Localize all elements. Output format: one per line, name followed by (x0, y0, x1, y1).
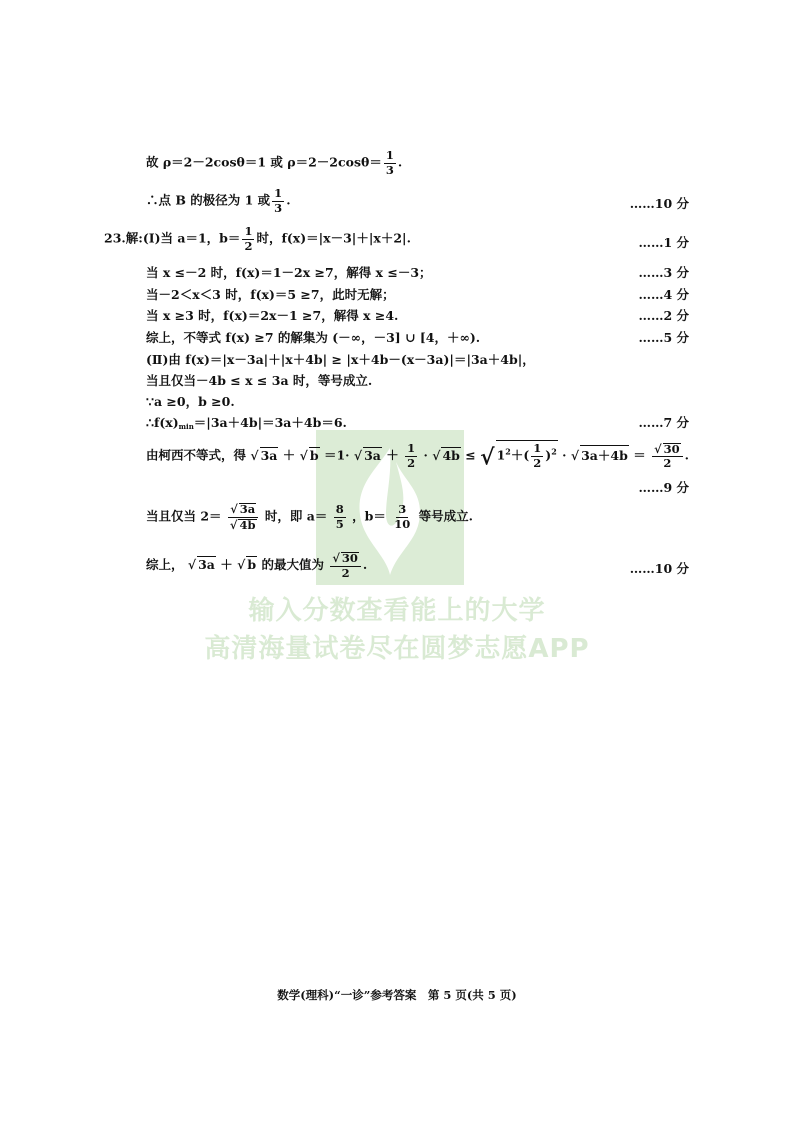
rho-text: 故 ρ＝2－2cosθ＝1 或 ρ＝2－2cosθ＝ (146, 154, 382, 170)
fraction-one-half (242, 226, 254, 252)
question-23-line (104, 226, 411, 252)
score-label: ……7 分 (638, 415, 689, 430)
radicand: 3a (260, 447, 278, 463)
function-definition: 时，f(x)＝|x－3|＋|x＋2|. (256, 230, 411, 246)
fraction-one-third (272, 188, 284, 214)
sqrt-icon (354, 448, 362, 463)
score-label: ……1 分 (638, 235, 689, 250)
superscript: 2 (551, 446, 557, 457)
dot: · (423, 447, 428, 463)
radicand: 3a (239, 502, 256, 516)
radicand: 3a (198, 557, 215, 572)
watermark-text-1: 输入分数查看能上的大学 (248, 596, 546, 626)
sqrt-icon (571, 448, 579, 463)
fraction-denominator: 2 (533, 455, 542, 470)
equals: ＝1· (323, 447, 350, 463)
page-footer: 数学(理科)“一诊”参考答案 第 5 页(共 5 页) (277, 988, 517, 1002)
fraction-sqrt30-over-2 (652, 443, 683, 470)
fraction-3-10 (392, 504, 412, 530)
fraction-denominator: 10 (394, 516, 411, 531)
text-line-polar-radius (146, 188, 291, 214)
dot: · (562, 447, 567, 463)
fraction-one-half (405, 443, 417, 469)
equality-mid: 时，即 a＝ (264, 508, 328, 524)
fraction-numerator: 1 (274, 186, 283, 200)
sqrt-icon (230, 518, 238, 532)
final-answer-line (146, 552, 367, 579)
radicand: 4b (442, 447, 460, 463)
sqrt-icon (250, 448, 258, 463)
equality-intro: 当且仅当 2＝ (146, 508, 222, 524)
period: . (362, 557, 368, 572)
fraction-numerator: 8 (335, 502, 344, 516)
fraction-numerator: 3 (398, 502, 407, 516)
radicand: 30 (663, 441, 680, 456)
part-2-line: (Ⅱ)由 f(x)＝|x－3a|＋|x＋4b| ≥ |x＋4b－(x－3a)|＝|3a＋4b|， (146, 352, 535, 367)
fraction-denominator: 2 (663, 456, 672, 470)
fraction-denominator: 2 (341, 565, 350, 580)
score-label: ……2 分 (638, 308, 689, 323)
fraction-denominator: 3 (385, 162, 394, 177)
nonnegative-line: ∵a ≥0，b ≥0. (146, 394, 235, 409)
radicand: b (247, 557, 257, 572)
fraction-8-5 (334, 504, 346, 530)
equality-condition-line: 当且仅当－4b ≤ x ≤ 3a 时，等号成立. (146, 373, 373, 388)
solution-set-line: 综上，不等式 f(x) ≥7 的解集为 (－∞，－3] ∪ [4，＋∞). (146, 330, 481, 345)
fraction-one-half (531, 443, 543, 469)
score-label: ……4 分 (638, 287, 689, 302)
equality-end: 等号成立. (418, 508, 473, 524)
sqrt-icon (230, 502, 238, 516)
polar-radius-text: ∴点 B 的极径为 1 或 (146, 192, 271, 208)
fraction-denominator: 2 (407, 455, 416, 470)
score-label: ……3 分 (638, 265, 689, 280)
score-label: ……10 分 (629, 561, 689, 576)
plus: ＋ (220, 557, 233, 572)
case-line-2: 当－2＜x＜3 时，f(x)＝5 ≥7，此时无解； (146, 287, 395, 302)
equality-mid: ，b＝ (352, 508, 386, 524)
radicand: 30 (341, 551, 358, 565)
min-subscript: min (178, 422, 194, 431)
period: . (286, 192, 291, 208)
final-intro: 综上， (146, 557, 184, 572)
radicand: 4b (239, 517, 256, 532)
period: . (397, 154, 403, 170)
radicand-term: ＋( (510, 447, 530, 463)
score-label: ……10 分 (629, 196, 689, 211)
sqrt-icon (432, 448, 440, 463)
fraction-denominator: 2 (244, 238, 253, 253)
big-radicand (496, 440, 558, 469)
plus: ＋ (386, 447, 399, 463)
equality-line (146, 503, 473, 531)
fx-text: ∴f(x) (146, 415, 179, 430)
text-line-rho (146, 150, 402, 176)
case-line-3: 当 x ≥3 时，f(x)＝2x－1 ≥7，解得 x ≥4. (146, 308, 399, 323)
fraction-sqrt30-over-2 (330, 552, 361, 579)
score-label: ……9 分 (638, 480, 689, 495)
fraction-numerator: 1 (385, 148, 394, 162)
radicand-term: 1 (496, 447, 506, 463)
radicand: b (309, 447, 319, 463)
fraction-numerator: 1 (407, 441, 416, 455)
plus: ＋ (282, 447, 296, 463)
fraction-numerator: 1 (533, 441, 542, 455)
radicand-term: ) (545, 447, 552, 463)
radicand: 3a (364, 447, 381, 463)
cauchy-intro: 由柯西不等式，得 (146, 447, 247, 463)
cauchy-inequality-line (146, 440, 689, 471)
fraction-denominator: 3 (274, 200, 283, 215)
watermark-text-2: 高清海量试卷尽在圆梦志愿APP (204, 634, 590, 664)
case-line-1: 当 x ≤－2 时，f(x)＝1－2x ≥7，解得 x ≤－3； (146, 265, 432, 280)
minimum-value-text: ＝|3a＋4b|＝3a＋4b＝6. (193, 415, 347, 430)
minimum-line (146, 413, 347, 431)
sqrt-icon (237, 557, 245, 572)
sqrt-icon (654, 442, 662, 456)
final-mid: 的最大值为 (261, 557, 324, 572)
sqrt-icon (188, 557, 196, 572)
fraction-sqrt3a-over-sqrt4b (228, 503, 259, 531)
equals: ＝ (633, 447, 646, 463)
superscript: 2 (505, 446, 511, 457)
big-sqrt-icon: √ (480, 444, 495, 471)
sqrt-icon (332, 551, 340, 565)
period: . (684, 447, 689, 463)
less-equal: ≤ (465, 447, 476, 463)
score-label: ……5 分 (638, 330, 689, 345)
fraction-numerator: 1 (244, 224, 253, 238)
question-23-text: 23.解:(Ⅰ)当 a＝1，b＝ (104, 230, 241, 246)
fraction-one-third (384, 150, 396, 176)
sqrt-icon (300, 448, 308, 463)
fraction-denominator: 5 (335, 516, 344, 531)
radicand: 3a＋4b (580, 445, 629, 464)
